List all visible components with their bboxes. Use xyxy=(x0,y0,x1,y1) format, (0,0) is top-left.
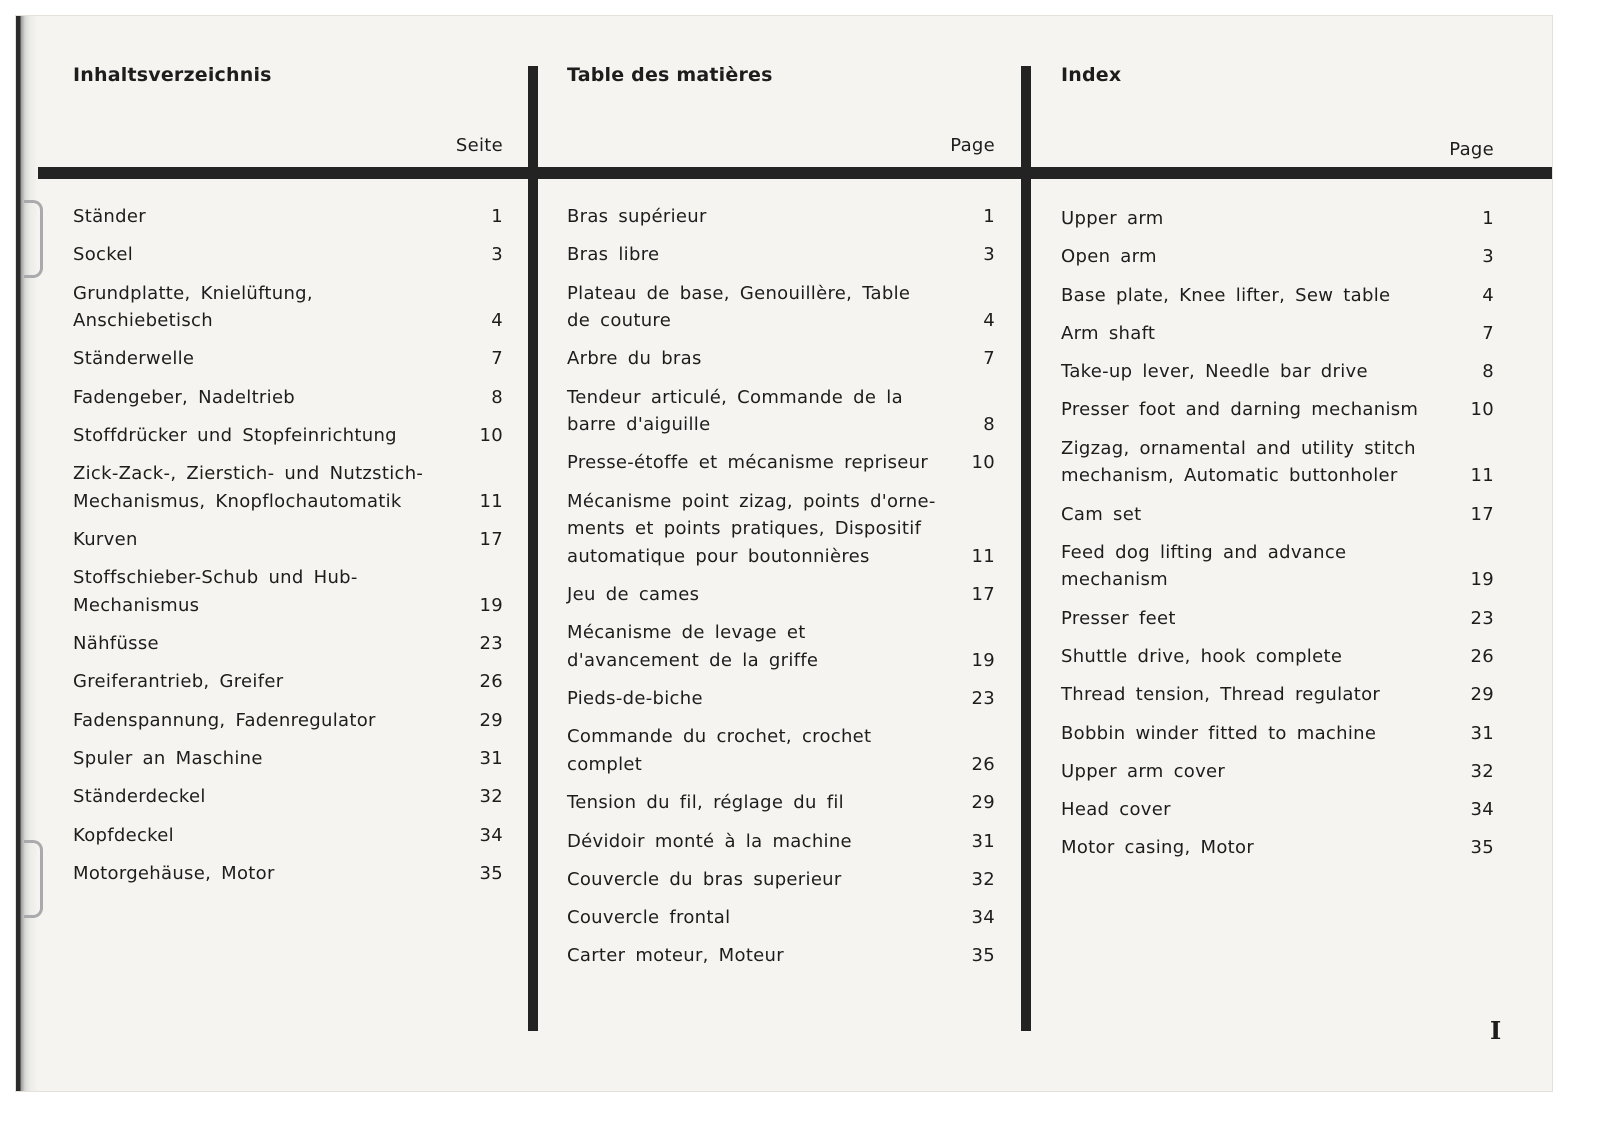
toc-entry-label: Couvercle du bras superieur xyxy=(567,868,842,890)
toc-entry xyxy=(1061,358,1494,386)
column-german xyxy=(73,0,503,1131)
toc-entry-label: Stoffdrücker und Stopfeinrichtung xyxy=(73,424,397,446)
toc-entry xyxy=(73,203,503,231)
toc-entry xyxy=(1061,282,1494,310)
toc-entry xyxy=(1061,681,1494,709)
toc-entry xyxy=(73,526,503,554)
toc-entry xyxy=(567,828,997,856)
toc-entry xyxy=(73,630,503,658)
page-column-label: Page xyxy=(950,135,995,156)
toc-entry-page: 34 xyxy=(971,907,995,929)
toc-entry-page: 29 xyxy=(1470,684,1494,706)
toc-entry-label: Motor casing, Motor xyxy=(1061,837,1255,859)
toc-entry xyxy=(1061,243,1494,271)
page-column-label: Seite xyxy=(455,135,503,156)
toc-entry xyxy=(73,345,503,373)
toc-entry-label: Presser foot and darning mechanism xyxy=(1061,399,1419,421)
toc-entry-page: 1 xyxy=(491,206,503,227)
toc-entry xyxy=(567,203,997,231)
toc-entry xyxy=(567,488,997,571)
toc-entry-page: 19 xyxy=(479,594,503,616)
toc-entry-label: Mécanisme point zizag, points d'orne-ments et points pratiques, Dispositif automatique pour boutonnières xyxy=(567,490,936,567)
toc-entry-page: 7 xyxy=(1482,322,1494,344)
column-english xyxy=(1061,0,1494,1131)
toc-entry-label: Cam set xyxy=(1061,503,1142,525)
toc-entry xyxy=(73,564,503,619)
toc-entry-label: Thread tension, Thread regulator xyxy=(1061,684,1381,706)
toc-entry-page: 26 xyxy=(1470,645,1494,667)
toc-entry xyxy=(1061,435,1494,490)
toc-entry xyxy=(567,789,997,817)
toc-entry-page: 34 xyxy=(1470,799,1494,821)
toc-entry-page: 17 xyxy=(971,584,995,606)
toc-entry-label: Ständerwelle xyxy=(73,348,195,370)
toc-entry-page: 8 xyxy=(983,414,995,436)
column-divider xyxy=(528,66,538,1031)
toc-entry-label: Pieds-de-biche xyxy=(567,688,703,710)
toc-entry xyxy=(1061,205,1494,233)
toc-entry xyxy=(73,241,503,269)
toc-entry-page: 3 xyxy=(983,244,995,266)
toc-entry-label: Ständer xyxy=(73,206,146,227)
toc-entry xyxy=(1061,796,1494,824)
toc-entry xyxy=(1061,539,1494,594)
toc-entry xyxy=(567,449,997,477)
toc-entry-page: 11 xyxy=(479,490,503,512)
toc-entry xyxy=(1061,643,1494,671)
toc-entry xyxy=(567,723,997,778)
toc-entry xyxy=(567,942,997,970)
toc-entry-label: Arm shaft xyxy=(1061,322,1156,344)
toc-entry-page: 19 xyxy=(971,649,995,671)
toc-entry-page: 32 xyxy=(479,786,503,808)
binding-spine xyxy=(16,16,38,1091)
toc-entry xyxy=(73,745,503,773)
toc-entry-page: 10 xyxy=(479,424,503,446)
toc-entry xyxy=(567,619,997,674)
toc-entry-label: Bras supérieur xyxy=(567,206,707,227)
toc-entry xyxy=(1061,758,1494,786)
staple xyxy=(24,840,43,918)
toc-entry-page: 3 xyxy=(491,244,503,266)
column-title: Index xyxy=(1061,64,1122,86)
toc-entry xyxy=(1061,396,1494,424)
toc-entry-label: Base plate, Knee lifter, Sew table xyxy=(1061,284,1391,306)
toc-entry xyxy=(567,904,997,932)
column-title: Table des matières xyxy=(567,64,773,86)
toc-entry-page: 17 xyxy=(479,529,503,551)
toc-entry xyxy=(567,866,997,894)
toc-entry-page: 23 xyxy=(479,633,503,655)
toc-entry xyxy=(1061,834,1494,862)
toc-entry xyxy=(567,384,997,439)
toc-entry xyxy=(567,685,997,713)
toc-entry-label: Fadengeber, Nadeltrieb xyxy=(73,386,296,408)
toc-entry-page: 23 xyxy=(1470,607,1494,629)
toc-entry xyxy=(73,822,503,850)
toc-entry-label: Dévidoir monté à la machine xyxy=(567,830,852,852)
toc-entry-label: Motorgehäuse, Motor xyxy=(73,862,275,884)
toc-entry xyxy=(567,581,997,609)
toc-entry-page: 1 xyxy=(983,206,995,227)
column-divider xyxy=(1021,66,1031,1031)
toc-list xyxy=(73,203,503,898)
toc-entry-label: Upper arm cover xyxy=(1061,760,1226,782)
toc-entry-label: Upper arm xyxy=(1061,208,1164,229)
toc-entry-page: 35 xyxy=(479,862,503,884)
toc-list xyxy=(1061,205,1494,873)
toc-entry-page: 34 xyxy=(479,824,503,846)
toc-entry-label: Bobbin winder fitted to machine xyxy=(1061,722,1377,744)
toc-entry xyxy=(567,280,997,335)
toc-entry-label: Greiferantrieb, Greifer xyxy=(73,671,284,693)
toc-entry xyxy=(73,707,503,735)
toc-entry-label: Sockel xyxy=(73,244,133,266)
toc-entry-label: Head cover xyxy=(1061,799,1171,821)
toc-entry xyxy=(1061,720,1494,748)
toc-entry-page: 4 xyxy=(1482,284,1494,306)
toc-entry-page: 3 xyxy=(1482,246,1494,268)
toc-entry-page: 31 xyxy=(479,748,503,770)
toc-entry-label: Bras libre xyxy=(567,244,660,266)
column-title: Inhaltsverzeichnis xyxy=(73,64,272,86)
toc-entry-label: Open arm xyxy=(1061,246,1157,268)
toc-entry-page: 19 xyxy=(1470,569,1494,591)
toc-entry xyxy=(1061,605,1494,633)
toc-entry-label: Carter moteur, Moteur xyxy=(567,945,784,967)
toc-entry xyxy=(73,860,503,888)
staple xyxy=(24,200,43,278)
toc-entry-page: 26 xyxy=(479,671,503,693)
toc-entry-page: 7 xyxy=(491,348,503,370)
toc-entry-page: 7 xyxy=(983,348,995,370)
toc-entry-label: Commande du crochet, crochet complet xyxy=(567,726,872,775)
toc-entry-label: Grundplatte, Knielüftung, Anschiebetisch xyxy=(73,282,313,332)
toc-entry xyxy=(567,241,997,269)
toc-entry-label: Stoffschieber-Schub und Hub-Mechanismus xyxy=(73,567,358,616)
toc-entry-page: 8 xyxy=(1482,361,1494,383)
toc-entry-page: 31 xyxy=(971,830,995,852)
toc-entry-page: 32 xyxy=(971,868,995,890)
toc-entry-page: 35 xyxy=(1470,837,1494,859)
toc-entry-label: Feed dog lifting and advance mechanism xyxy=(1061,541,1347,591)
toc-entry-label: Fadenspannung, Fadenregulator xyxy=(73,709,376,731)
page-number: I xyxy=(1490,1016,1502,1045)
toc-entry-label: Arbre du bras xyxy=(567,348,702,370)
toc-entry-label: Tension du fil, réglage du fil xyxy=(567,792,844,814)
toc-entry-page: 31 xyxy=(1470,722,1494,744)
toc-entry-label: Kurven xyxy=(73,529,138,551)
toc-entry-label: Couvercle frontal xyxy=(567,907,731,929)
toc-entry-page: 8 xyxy=(491,386,503,408)
toc-entry xyxy=(73,668,503,696)
toc-entry-label: Jeu de cames xyxy=(567,584,700,606)
toc-entry-label: Presser feet xyxy=(1061,607,1176,629)
toc-entry xyxy=(73,783,503,811)
toc-entry-label: Ständerdeckel xyxy=(73,786,206,808)
toc-entry-label: Spuler an Maschine xyxy=(73,748,263,770)
toc-entry-page: 35 xyxy=(971,945,995,967)
toc-entry-label: Nähfüsse xyxy=(73,633,159,655)
toc-entry xyxy=(73,460,503,515)
toc-entry-label: Mécanisme de levage et d'avancement de la griffe xyxy=(567,622,819,671)
toc-entry-page: 1 xyxy=(1482,208,1494,229)
toc-entry xyxy=(73,422,503,450)
toc-entry-page: 10 xyxy=(971,452,995,474)
toc-entry-page: 17 xyxy=(1470,503,1494,525)
toc-entry xyxy=(1061,320,1494,348)
toc-entry xyxy=(1061,501,1494,529)
toc-entry xyxy=(73,384,503,412)
toc-entry-label: Tendeur articulé, Commande de la barre d'aiguille xyxy=(567,386,903,436)
toc-entry-page: 4 xyxy=(491,310,503,332)
toc-entry-label: Take-up lever, Needle bar drive xyxy=(1061,361,1368,383)
toc-entry-page: 4 xyxy=(983,310,995,332)
toc-entry-label: Zigzag, ornamental and utility stitch mechanism, Automatic buttonholer xyxy=(1061,437,1416,487)
toc-entry-page: 29 xyxy=(971,792,995,814)
toc-entry-page: 26 xyxy=(971,753,995,775)
toc-list xyxy=(567,203,997,981)
toc-entry-label: Shuttle drive, hook complete xyxy=(1061,645,1343,667)
page-column-label: Page xyxy=(1449,139,1494,160)
toc-entry-label: Kopfdeckel xyxy=(73,824,174,846)
toc-entry-page: 11 xyxy=(971,545,995,567)
toc-entry-page: 32 xyxy=(1470,760,1494,782)
toc-entry-page: 23 xyxy=(971,688,995,710)
toc-entry xyxy=(73,280,503,335)
column-french xyxy=(567,0,997,1131)
toc-entry-label: Plateau de base, Genouillère, Table de couture xyxy=(567,282,911,332)
toc-entry-label: Zick-Zack-, Zierstich- und Nutzstich-Mechanismus, Knopflochautomatik xyxy=(73,463,424,512)
toc-entry-page: 11 xyxy=(1470,465,1494,487)
toc-entry-label: Presse-étoffe et mécanisme repriseur xyxy=(567,452,929,474)
toc-entry-page: 10 xyxy=(1470,399,1494,421)
toc-entry-page: 29 xyxy=(479,709,503,731)
toc-entry xyxy=(567,345,997,373)
